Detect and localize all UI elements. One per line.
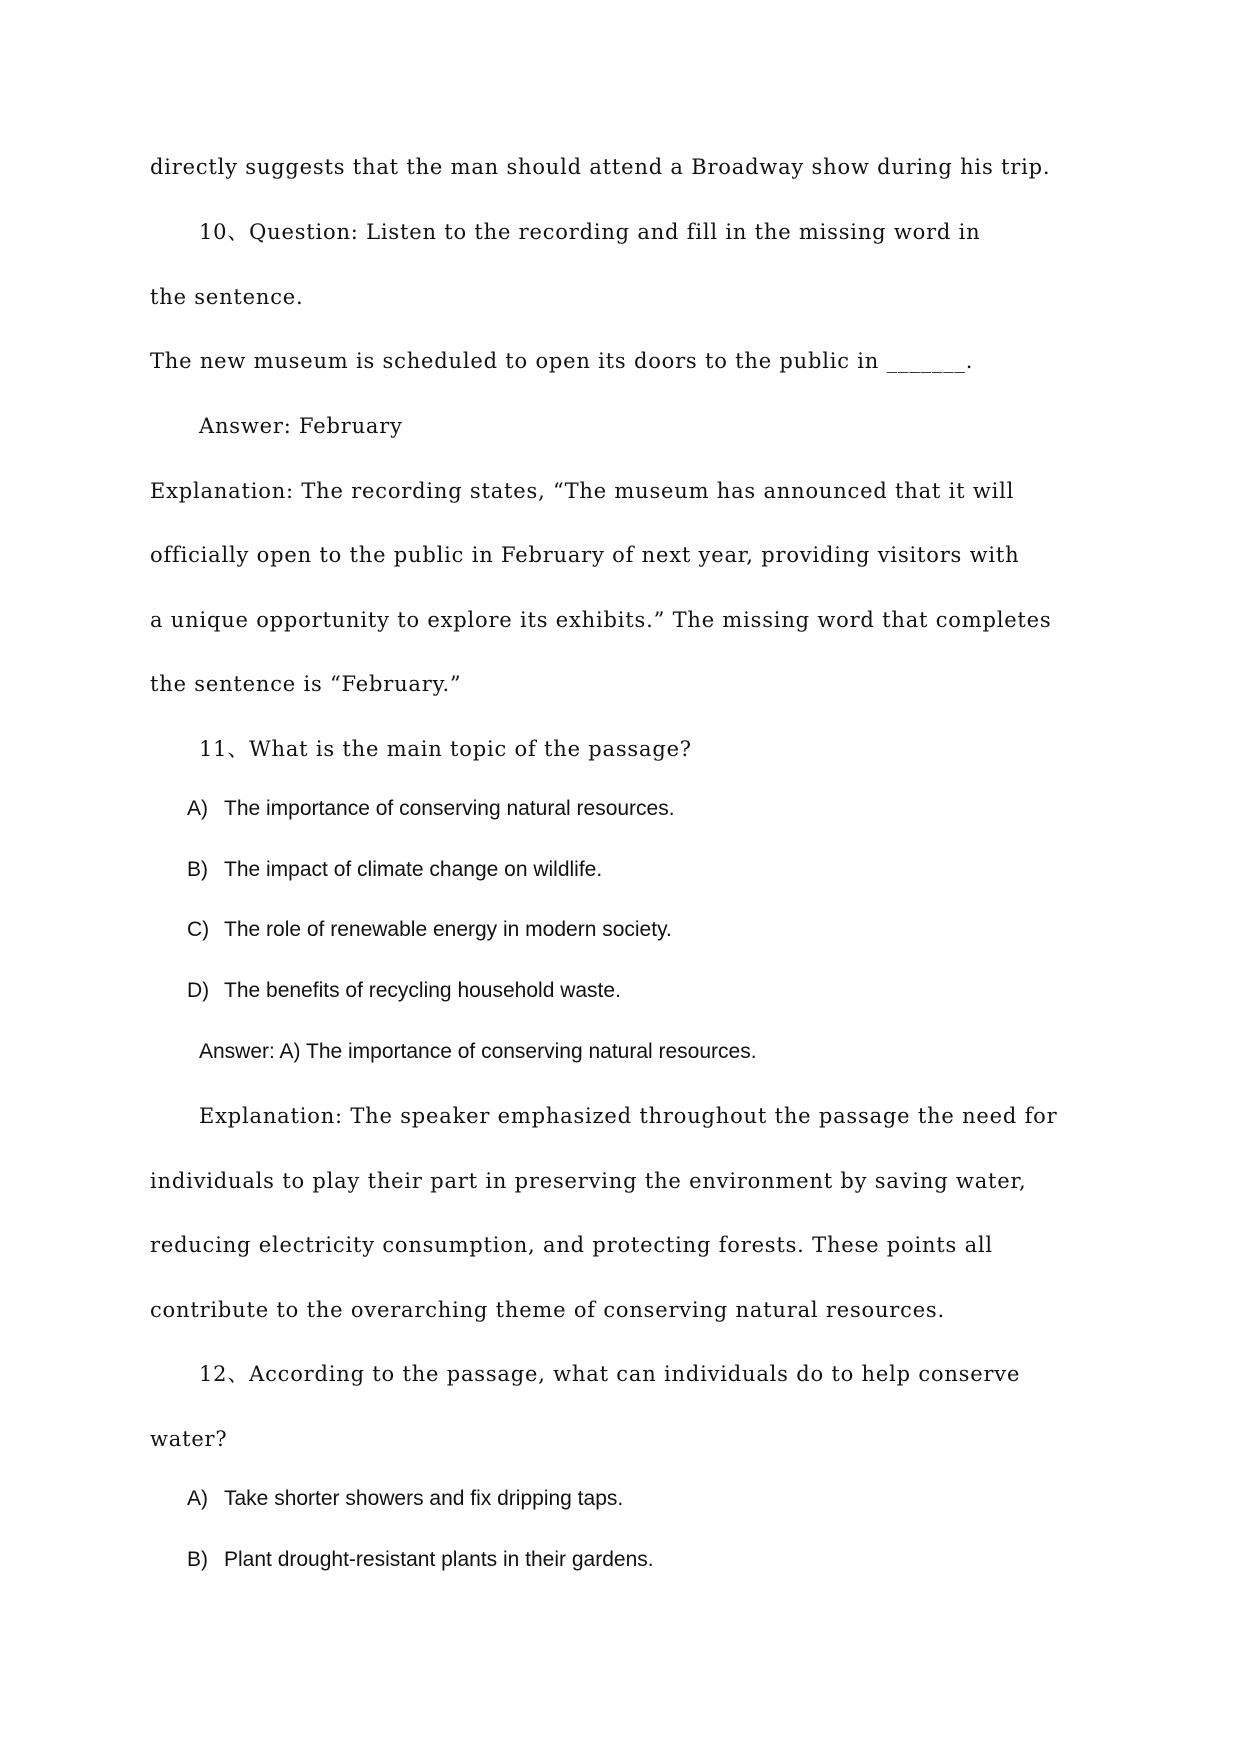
question-11-option-a: [187, 794, 675, 824]
question-10-sentence: The new museum is scheduled to open its doors to the public in _______.: [150, 349, 974, 373]
question-11-answer: Answer: A) The importance of conserving natural resources.: [199, 1040, 757, 1063]
question-11-explanation-line: individuals to play their part in preserving the environment by saving water,: [150, 1169, 1027, 1193]
option-text: Plant drought-resistant plants in their gardens.: [224, 1548, 654, 1571]
question-11-option-c: [187, 915, 672, 945]
question-10-answer: Answer: February: [199, 414, 403, 438]
option-letter: A): [187, 797, 208, 820]
option-letter: B): [187, 858, 208, 881]
question-10-explanation: Explanation: The recording states, “The museum has announced that it will: [150, 479, 1015, 503]
question-11-heading: 11、What is the main topic of the passage?: [199, 737, 692, 761]
question-11-option-b: [187, 855, 602, 885]
question-11-explanation-line: contribute to the overarching theme of conserving natural resources.: [150, 1298, 945, 1322]
question-12-option-b: [187, 1545, 654, 1575]
question-12-option-a: [187, 1484, 623, 1514]
option-text: The role of renewable energy in modern society.: [224, 918, 672, 941]
option-letter: D): [187, 979, 210, 1002]
option-text: Take shorter showers and fix dripping taps.: [224, 1487, 624, 1510]
option-letter: C): [187, 918, 210, 941]
option-text: The benefits of recycling household waste.: [224, 979, 621, 1002]
option-letter: A): [187, 1487, 208, 1510]
question-10-explanation-line: a unique opportunity to explore its exhibits.” The missing word that completes: [150, 608, 1052, 632]
option-text: The importance of conserving natural resources.: [224, 797, 675, 820]
paragraph-line: directly suggests that the man should attend a Broadway show during his trip.: [150, 155, 1051, 179]
question-10-explanation-line: officially open to the public in February of next year, providing visitors with: [150, 543, 1020, 567]
option-text: The impact of climate change on wildlife.: [224, 858, 603, 881]
question-10-heading: 10、Question: Listen to the recording and fill in the missing word in: [199, 220, 981, 244]
question-11-explanation: Explanation: The speaker emphasized throughout the passage the need for: [199, 1104, 1058, 1128]
question-11-explanation-line: reducing electricity consumption, and protecting forests. These points all: [150, 1233, 993, 1257]
question-12-line: water?: [150, 1427, 228, 1451]
question-11-option-d: [187, 976, 621, 1006]
question-12-heading: 12、According to the passage, what can individuals do to help conserve: [199, 1362, 1021, 1386]
option-letter: B): [187, 1548, 208, 1571]
question-10-explanation-line: the sentence is “February.”: [150, 672, 462, 696]
question-10-line: the sentence.: [150, 285, 304, 309]
